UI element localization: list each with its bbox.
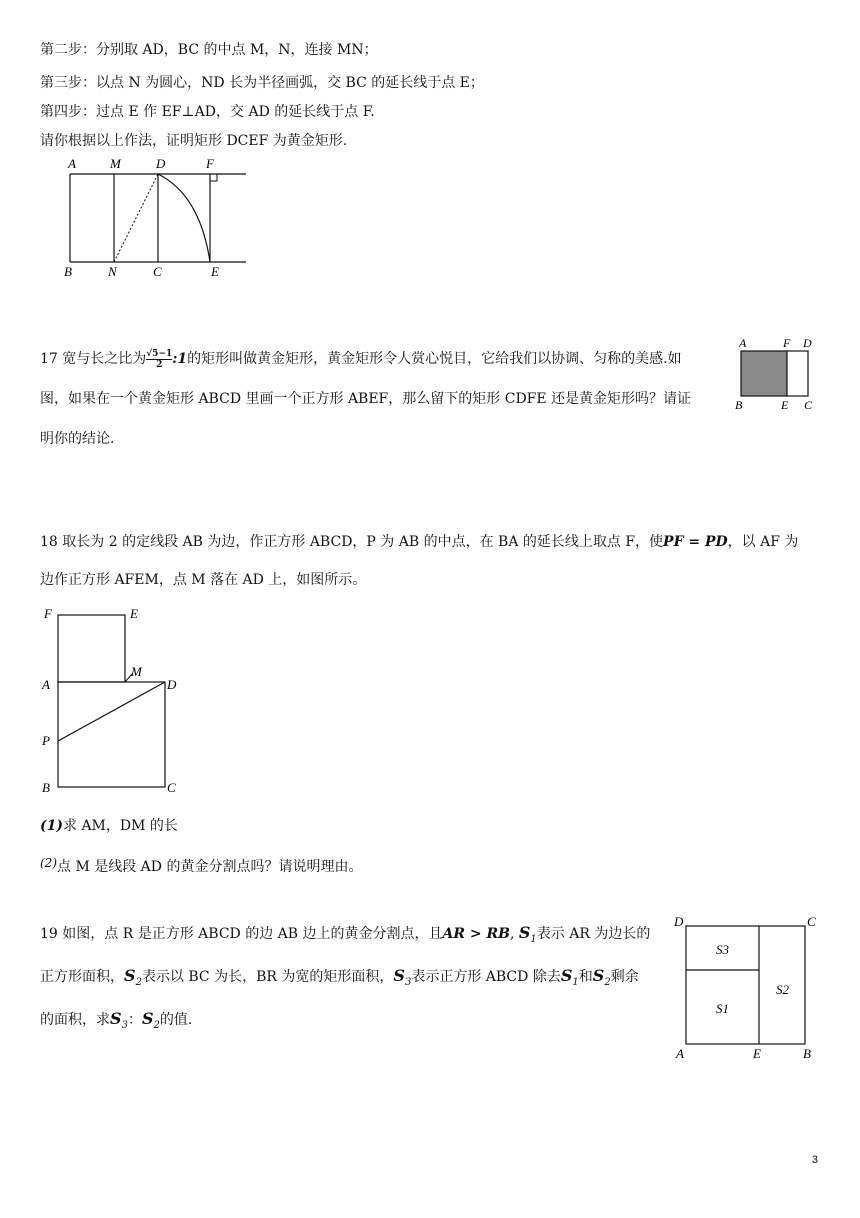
q16-label-A: A: [68, 156, 76, 171]
q18-label-C: C: [167, 780, 176, 795]
q19-text: [40, 915, 670, 1043]
q18-line1-post: ，以 AF 为: [727, 534, 799, 550]
q19-l1b: AR > RB: [442, 926, 510, 942]
q18-eq: PF = PD: [663, 534, 728, 550]
q19-l3f: 2: [153, 1019, 160, 1031]
page-number: 3: [811, 1154, 818, 1166]
q19-l1a: 19 如图，点 R 是正方形 ABCD 的边 AB 边上的黄金分割点，且: [40, 926, 443, 942]
q19-l2f: 3: [404, 976, 412, 988]
q17-label-E: E: [781, 398, 789, 412]
q19-l2g: 表示正方形 ABCD 除去: [411, 968, 561, 985]
q19-l1c: ,: [509, 926, 519, 942]
q16-step3: 第三步：以点 N 为圆心，ND 长为半径画弧，交 BC 的延长线于点 E；: [40, 75, 484, 91]
q17-label-F: F: [783, 336, 791, 350]
q19-l3g: 的值.: [159, 1011, 193, 1028]
q17-ratio-tail: :1: [172, 351, 188, 367]
q19-l2a: 正方形面积，: [40, 968, 124, 985]
q16-label-N: N: [108, 264, 117, 279]
q19-l1e: 1: [530, 933, 537, 945]
q17-label-B: B: [735, 398, 743, 412]
q18-line1-pre: 18 取长为 2 的定线段 AB 为边，作正方形 ABCD，P 为 AB 的中点，在 BA 的延长线上取点 F，使: [40, 534, 664, 550]
q19-l2d: 表示以 BC 为长，BR 为宽的矩形面积，: [141, 968, 394, 985]
q19-l3a: 的面积，求: [40, 1011, 110, 1028]
q18-label-P: P: [42, 733, 50, 748]
q16-label-B: B: [64, 264, 72, 279]
q19-l3e: S: [141, 1008, 154, 1028]
q17-figure: [733, 335, 818, 413]
q17-ratio-fraction: [146, 349, 172, 370]
q18-label-E: E: [130, 606, 138, 621]
q18-part2: [40, 853, 362, 877]
q19-l2e: S: [393, 965, 405, 985]
q19-label-D: D: [674, 914, 684, 929]
q16-step4: 第四步：过点 E 作 EF⊥AD，交 AD 的延长线于点 F.: [40, 104, 375, 120]
q17-label-C: C: [804, 398, 813, 412]
q19-label-E: E: [753, 1046, 761, 1061]
q16-label-D: D: [156, 156, 166, 171]
q18-part2-text: 点 M 是线段 AD 的黄金分割点吗？请说明理由。: [57, 859, 363, 875]
q18-label-F: F: [44, 606, 52, 621]
q19-l2m: 剩余: [610, 968, 639, 985]
q17-line1-pre: 17 宽与长之比为: [40, 351, 147, 367]
q17-text: [40, 345, 720, 453]
q16-label-M: M: [110, 156, 121, 171]
q16-task: 请你根据以上作法，证明矩形 DCEF 为黄金矩形.: [40, 133, 348, 149]
q17-label-D: D: [803, 336, 812, 350]
q16-step2: 第二步：分别取 AD，BC 的中点 M，N，连接 MN；: [40, 42, 378, 58]
q16-figure: [60, 155, 260, 280]
q19-l2j: 和: [578, 968, 593, 985]
q19-label-B: B: [803, 1046, 811, 1061]
q19-l3b: S: [110, 1008, 122, 1028]
q17-label-A: A: [739, 336, 747, 350]
q19-label-A: A: [676, 1046, 684, 1061]
q18-line1: [40, 532, 798, 552]
q19-label-S1: S1: [716, 1001, 729, 1016]
q18-part1: [40, 816, 178, 836]
q17-line3: 明你的结论.: [40, 431, 115, 447]
q19-l3c: 3: [121, 1019, 128, 1031]
q19-l2h: S: [560, 965, 573, 985]
q19-label-S3: S3: [716, 942, 729, 957]
q16-label-C: C: [153, 264, 162, 279]
q18-part2-num: (2): [40, 856, 57, 870]
q19-l1d: S: [518, 923, 531, 942]
q18-label-M: M: [131, 664, 142, 679]
q19-l2i: 1: [572, 976, 579, 988]
q17-line1-post: 的矩形叫做黄金矩形，黄金矩形令人赏心悦目，它给我们以协调、匀称的美感.如: [187, 351, 682, 367]
q19-l3d: ：: [127, 1011, 142, 1028]
q17-ratio-num: √5−1: [146, 348, 173, 359]
q18-part1-num: (1): [40, 818, 63, 834]
q19-l2b: S: [124, 965, 136, 985]
q18-label-A: A: [42, 677, 50, 692]
q16-label-E: E: [211, 264, 219, 279]
q18-label-B: B: [42, 780, 50, 795]
q17-line2: 图，如果在一个黄金矩形 ABCD 里画一个正方形 ABEF，那么留下的矩形 CDFE 还是黄金矩形吗？请证: [40, 391, 692, 407]
q19-label-C: C: [807, 914, 816, 929]
q18-label-D: D: [167, 677, 177, 692]
q18-line2: 边作正方形 AFEM，点 M 落在 AD 上，如图所示。: [40, 572, 367, 588]
q18-figure: [38, 600, 188, 800]
q19-figure: [670, 910, 820, 1065]
q17-ratio-den: 2: [156, 359, 163, 370]
q19-label-S2: S2: [776, 982, 789, 997]
q18-part1-text: 求 AM，DM 的长: [63, 818, 178, 834]
q19-l2k: S: [592, 965, 605, 985]
q16-label-F: F: [206, 156, 214, 171]
q19-l1f: 表示 AR 为边长的: [536, 926, 651, 942]
q19-l2c: 2: [135, 976, 142, 988]
q19-l2l: 2: [604, 976, 611, 988]
